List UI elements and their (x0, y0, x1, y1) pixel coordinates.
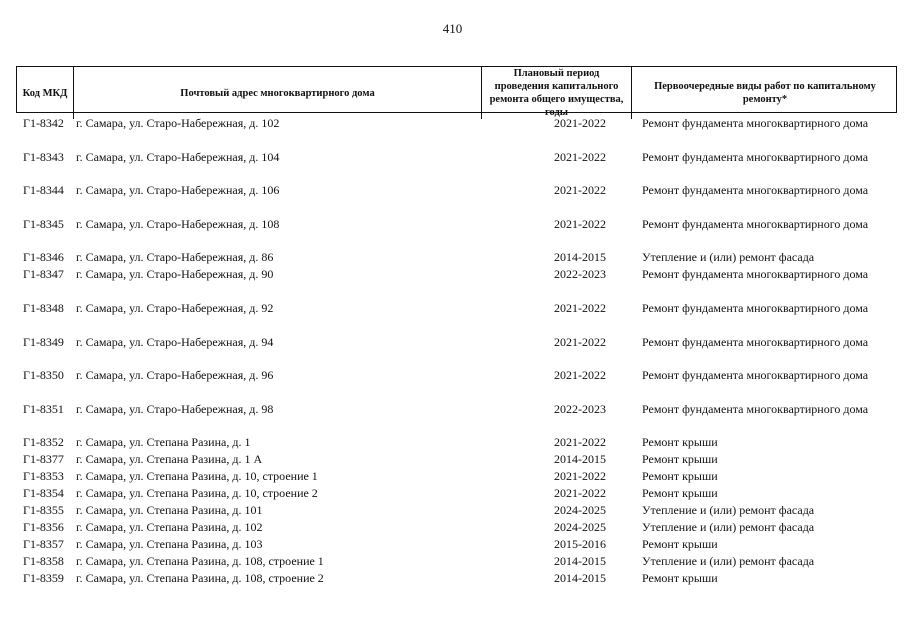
cell-code: Г1-8377 (23, 452, 64, 466)
cell-code: Г1-8349 (23, 335, 64, 349)
cell-address: г. Самара, ул. Степана Разина, д. 108, строение 1 (76, 554, 324, 568)
cell-address: г. Самара, ул. Старо-Набережная, д. 98 (76, 402, 274, 416)
cell-address: г. Самара, ул. Старо-Набережная, д. 102 (76, 116, 280, 130)
cell-period: 2024-2025 (554, 503, 606, 517)
cell-period: 2014-2015 (554, 571, 606, 585)
table-row (0, 334, 905, 350)
cell-period: 2021-2022 (554, 301, 606, 315)
cell-code: Г1-8343 (23, 150, 64, 164)
cell-period: 2021-2022 (554, 335, 606, 349)
table-row (0, 300, 905, 316)
cell-code: Г1-8344 (23, 183, 64, 197)
cell-period: 2014-2015 (554, 554, 606, 568)
cell-period: 2021-2022 (554, 217, 606, 231)
table-row (0, 149, 905, 165)
table-row (0, 182, 905, 198)
table-row (0, 451, 905, 467)
cell-period: 2021-2022 (554, 183, 606, 197)
cell-works: Утепление и (или) ремонт фасада (642, 250, 815, 264)
cell-period: 2021-2022 (554, 469, 606, 483)
cell-code: Г1-8353 (23, 469, 64, 483)
cell-period: 2021-2022 (554, 486, 606, 500)
table-row (0, 266, 905, 282)
cell-address: г. Самара, ул. Старо-Набережная, д. 104 (76, 150, 280, 164)
cell-code: Г1-8358 (23, 554, 64, 568)
cell-works: Ремонт фундамента многоквартирного дома (642, 150, 869, 164)
table-row (0, 434, 905, 450)
cell-address: г. Самара, ул. Степана Разина, д. 103 (76, 537, 263, 551)
cell-works: Ремонт крыши (642, 571, 718, 585)
cell-works: Ремонт фундамента многоквартирного дома (642, 267, 869, 281)
cell-works: Ремонт фундамента многоквартирного дома (642, 183, 869, 197)
cell-period: 2021-2022 (554, 368, 606, 382)
cell-works: Ремонт крыши (642, 435, 718, 449)
header-address: Почтовый адрес многоквартирного дома (74, 67, 482, 119)
cell-address: г. Самара, ул. Старо-Набережная, д. 94 (76, 335, 274, 349)
cell-period: 2024-2025 (554, 520, 606, 534)
cell-period: 2014-2015 (554, 452, 606, 466)
cell-address: г. Самара, ул. Степана Разина, д. 101 (76, 503, 263, 517)
cell-address: г. Самара, ул. Старо-Набережная, д. 86 (76, 250, 274, 264)
cell-period: 2021-2022 (554, 116, 606, 130)
cell-period: 2022-2023 (554, 402, 606, 416)
cell-code: Г1-8352 (23, 435, 64, 449)
cell-works: Ремонт крыши (642, 469, 718, 483)
cell-works: Утепление и (или) ремонт фасада (642, 554, 815, 568)
cell-works: Утепление и (или) ремонт фасада (642, 520, 815, 534)
cell-works: Ремонт крыши (642, 452, 718, 466)
cell-address: г. Самара, ул. Степана Разина, д. 108, строение 2 (76, 571, 324, 585)
cell-works: Ремонт фундамента многоквартирного дома (642, 335, 869, 349)
cell-code: Г1-8351 (23, 402, 64, 416)
cell-period: 2021-2022 (554, 435, 606, 449)
page-number: 410 (442, 21, 463, 36)
cell-code: Г1-8359 (23, 571, 64, 585)
cell-works: Ремонт фундамента многоквартирного дома (642, 301, 869, 315)
cell-address: г. Самара, ул. Старо-Набережная, д. 96 (76, 368, 274, 382)
cell-address: г. Самара, ул. Старо-Набережная, д. 108 (76, 217, 280, 231)
cell-period: 2021-2022 (554, 150, 606, 164)
cell-address: г. Самара, ул. Старо-Набережная, д. 106 (76, 183, 280, 197)
cell-address: г. Самара, ул. Старо-Набережная, д. 92 (76, 301, 274, 315)
cell-code: Г1-8345 (23, 217, 64, 231)
cell-works: Ремонт фундамента многоквартирного дома (642, 368, 869, 382)
cell-works: Ремонт фундамента многоквартирного дома (642, 217, 869, 231)
cell-code: Г1-8342 (23, 116, 64, 130)
cell-address: г. Самара, ул. Степана Разина, д. 1 А (76, 452, 263, 466)
header-period: Плановый период проведения капитального ремонта общего имущества, годы (482, 67, 632, 119)
table-row (0, 216, 905, 232)
table-row (0, 468, 905, 484)
table-row (0, 115, 905, 131)
cell-code: Г1-8350 (23, 368, 64, 382)
cell-address: г. Самара, ул. Степана Разина, д. 1 (76, 435, 251, 449)
cell-code: Г1-8347 (23, 267, 64, 281)
cell-code: Г1-8348 (23, 301, 64, 315)
cell-period: 2014-2015 (554, 250, 606, 264)
table-row (0, 401, 905, 417)
cell-period: 2022-2023 (554, 267, 606, 281)
table-row (0, 367, 905, 383)
cell-code: Г1-8354 (23, 486, 64, 500)
header-code: Код МКД (17, 67, 74, 119)
table-row (0, 249, 905, 265)
cell-code: Г1-8346 (23, 250, 64, 264)
cell-address: г. Самара, ул. Степана Разина, д. 102 (76, 520, 263, 534)
table-row (0, 485, 905, 501)
header-works: Первоочередные виды работ по капитальному ремонту* (654, 81, 876, 105)
table-row (0, 536, 905, 552)
cell-works: Ремонт фундамента многоквартирного дома (642, 402, 869, 416)
cell-code: Г1-8356 (23, 520, 64, 534)
cell-works: Утепление и (или) ремонт фасада (642, 503, 815, 517)
cell-works: Ремонт крыши (642, 486, 718, 500)
table-row (0, 519, 905, 535)
cell-period: 2015-2016 (554, 537, 606, 551)
table-row (0, 553, 905, 569)
cell-address: г. Самара, ул. Степана Разина, д. 10, строение 1 (76, 469, 318, 483)
cell-works: Ремонт фундамента многоквартирного дома (642, 116, 869, 130)
cell-address: г. Самара, ул. Степана Разина, д. 10, строение 2 (76, 486, 318, 500)
cell-works: Ремонт крыши (642, 537, 718, 551)
table-row (0, 502, 905, 518)
table-row (0, 570, 905, 586)
cell-code: Г1-8357 (23, 537, 64, 551)
cell-address: г. Самара, ул. Старо-Набережная, д. 90 (76, 267, 274, 281)
cell-code: Г1-8355 (23, 503, 64, 517)
